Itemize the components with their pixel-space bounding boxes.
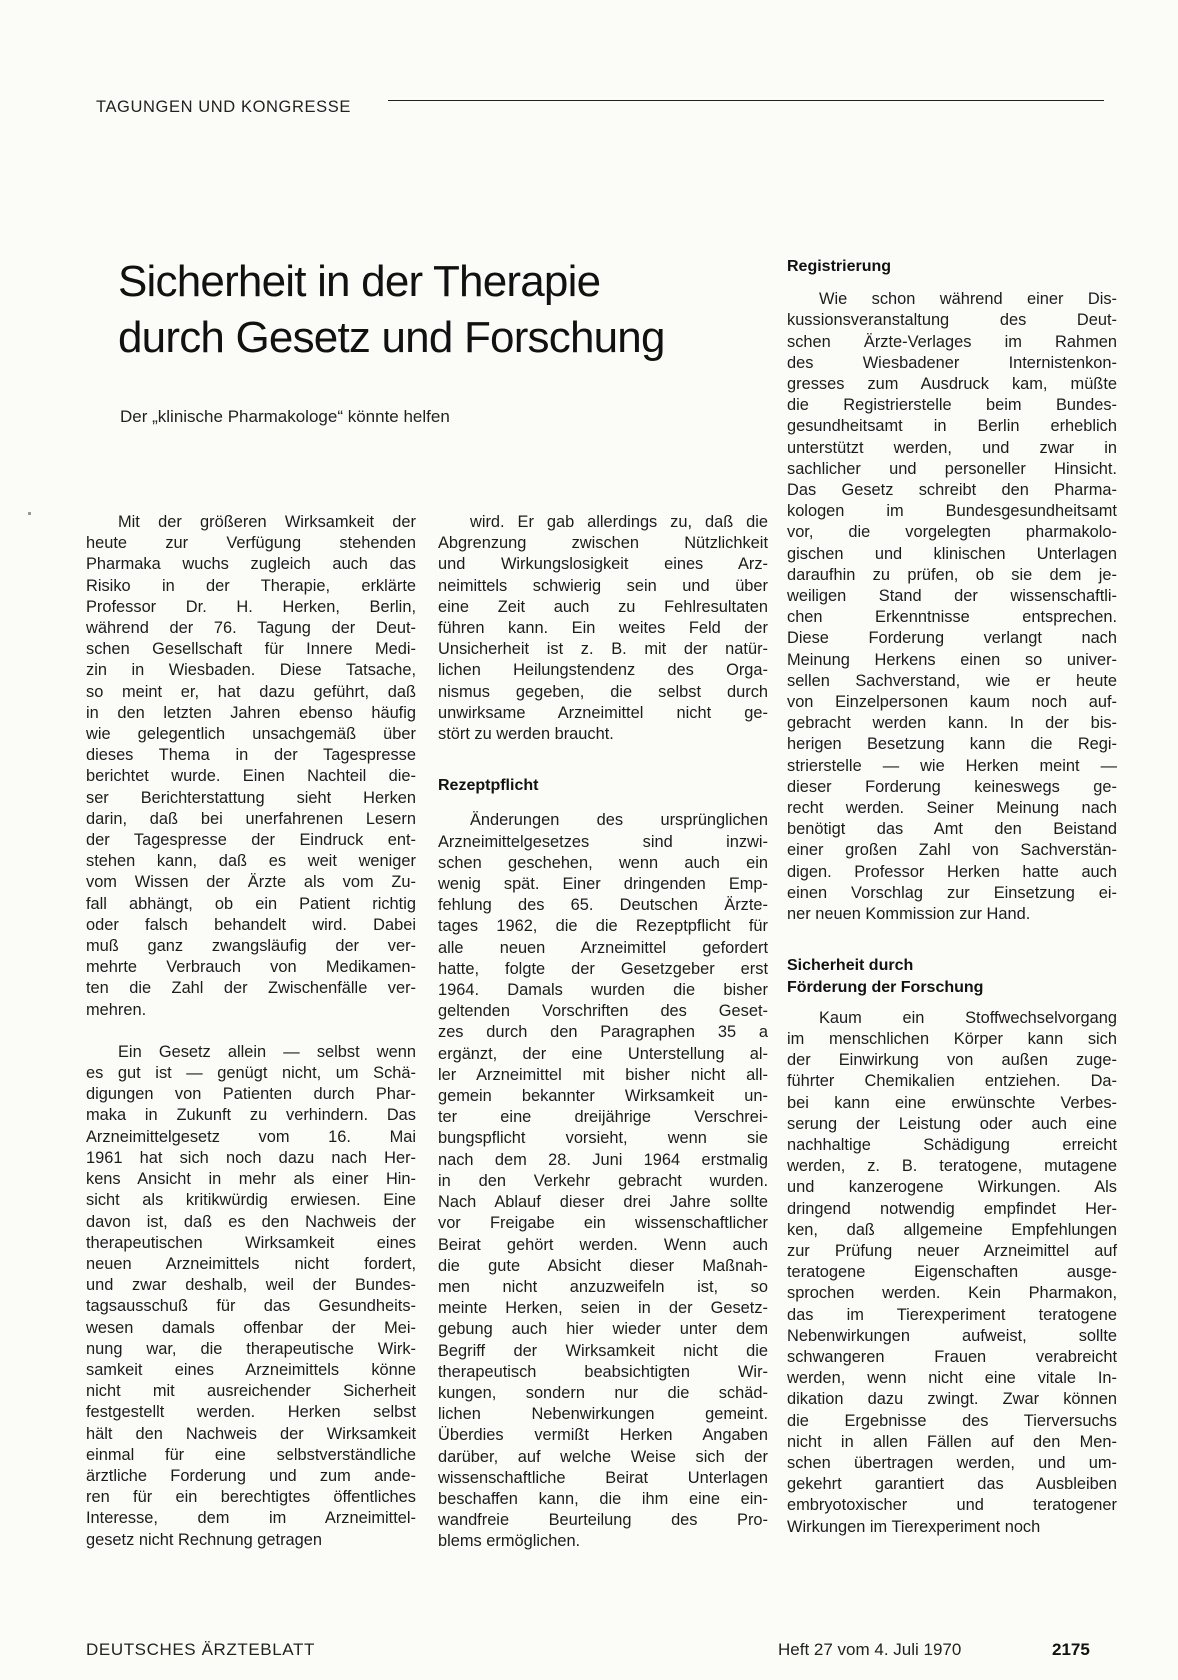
text-line: ärztliche Forderung und zum ande-: [86, 1466, 416, 1485]
text-line: Begriff der Wirksamkeit nicht die: [438, 1341, 768, 1360]
text-line: und zwar deshalb, weil der Bundes-: [86, 1276, 416, 1295]
issue-info: Heft 27 vom 4. Juli 1970: [778, 1640, 962, 1659]
text-line: und kanzerogene Wirkungen. Als: [787, 1178, 1117, 1197]
text-line: ler Arzneimittel mit bisher nicht all-: [438, 1065, 768, 1084]
text-line: schen übertragen werden, und um-: [787, 1453, 1117, 1472]
text-line: wesen damals offenbar der Mei-: [86, 1318, 416, 1337]
text-line: alle neuen Arzneimittel gefordert: [438, 938, 768, 957]
section-heading: [787, 955, 1117, 997]
text-line: während der 76. Tagung der Deut-: [86, 619, 416, 638]
text-line: serung der Leistung oder auch eine: [787, 1114, 1117, 1133]
text-line: der Einwirkung von außen zuge-: [787, 1051, 1117, 1070]
text-line: kungen, sondern nur die schäd-: [438, 1383, 768, 1402]
text-line: ser Berichterstattung sieht Herken: [86, 788, 416, 807]
text-line: unterstützt werden, und zwar in: [787, 438, 1117, 457]
text-line: nung war, die therapeutische Wirk-: [86, 1339, 416, 1358]
text-line: 1964. Damals wurden die bisher: [438, 981, 768, 1000]
text-line: einer großen Zahl von Sachverstän-: [787, 841, 1117, 860]
text-line: meinte Herken, seien in der Gesetz-: [438, 1299, 768, 1318]
text-line: einen Vorschlag zur Einsetzung ei-: [787, 883, 1117, 902]
text-line: ter eine dreijährige Verschrei-: [438, 1108, 768, 1127]
text-line: Kaum ein Stoffwechselvorgang: [819, 1008, 1117, 1027]
text-line: digungen von Patienten durch Phar-: [86, 1085, 416, 1104]
text-line: von Einzelpersonen kaum noch auf-: [787, 693, 1117, 712]
page-number: 2175: [1052, 1640, 1090, 1659]
text-line: tages 1962, die die Rezeptpflicht für: [438, 917, 768, 936]
text-line: mehren.: [86, 1000, 147, 1019]
text-line: ren für ein berechtigtes öffentliches: [86, 1488, 416, 1507]
text-line: Ein Gesetz allein — selbst wenn: [118, 1042, 416, 1061]
text-line: hatte, folgte der Gesetzgeber erst: [438, 959, 768, 978]
text-line: Arzneimittelgesetzes sind inzwi-: [438, 832, 768, 851]
text-line: wie gelegentlich unsachgemäß über: [86, 725, 416, 744]
text-line: schen Gesellschaft für Innere Medi-: [86, 640, 416, 659]
text-line: in den Verkehr gebracht wurden.: [438, 1171, 768, 1190]
text-line: nicht mit ausreichender Sicherheit: [86, 1382, 416, 1401]
text-line: sicht als kritikwürdig erwiesen. Eine: [86, 1191, 416, 1210]
text-line: Wirkungen im Tierexperiment noch: [787, 1517, 1041, 1536]
text-line: führter Chemikalien entziehen. Da-: [787, 1072, 1117, 1091]
text-line: bei kann eine erwünschte Verbes-: [787, 1093, 1117, 1112]
text-line: kens Ansicht in mehr als einer Hin-: [86, 1170, 416, 1189]
text-line: ken, daß allgemeine Empfehlungen: [787, 1220, 1117, 1239]
text-line: vor, die vorgelegten pharmakolo-: [787, 523, 1117, 542]
text-line: men nicht anzuzweifeln ist, so: [438, 1277, 768, 1296]
text-line: Beirat gehört werden. Wenn auch: [438, 1235, 768, 1254]
text-line: Pharmaka wuchs zugleich auch das: [86, 555, 416, 574]
text-line: die Ergebnisse des Tierversuchs: [787, 1411, 1117, 1430]
text-line: Wie schon während einer Dis-: [819, 290, 1117, 309]
text-line: schen Ärzte-Verlages im Rahmen: [787, 332, 1117, 351]
text-line: dieses Thema in der Tagespresse: [86, 746, 416, 765]
text-line: vom Wissen der Ärzte als vom Zu-: [86, 873, 416, 892]
section-header: TAGUNGEN UND KONGRESSE: [96, 98, 351, 116]
text-line: darüber, auf welche Weise sich der: [438, 1447, 768, 1466]
text-line: oder falsch behandelt wird. Dabei: [86, 915, 416, 934]
text-line: therapeutisch beabsichtigten Wir-: [438, 1362, 768, 1381]
text-line: wissenschaftliche Beirat Unterlagen: [438, 1468, 768, 1487]
text-line: chen Erkenntnisse entsprechen.: [787, 608, 1117, 627]
text-line: Arzneimittelgesetz vom 16. Mai: [86, 1127, 416, 1146]
text-line: dringend notwendig empfindet Her-: [787, 1199, 1117, 1218]
text-line: neuen Arzneimittels nicht fordert,: [86, 1254, 416, 1273]
text-line: Unsicherheit ist z. B. mit der natür-: [438, 640, 768, 659]
text-line: gesundheitsamt in Berlin erheblich: [787, 417, 1117, 436]
section-heading: Registrierung: [787, 258, 892, 275]
article-subtitle: Der „klinische Pharmakologe“ könnte helfen: [120, 407, 450, 426]
text-line: unwirksame Arzneimittel nicht ge-: [438, 703, 768, 722]
text-line: kologen im Bundesgesundheitsamt: [787, 502, 1117, 521]
text-line: heute zur Verfügung stehenden: [86, 534, 416, 553]
text-line: darin, daß bei unerfahrenen Lesern: [86, 809, 416, 828]
text-line: dikation dazu zwingt. Zwar können: [787, 1390, 1117, 1409]
text-line: zur Prüfung neuer Arzneimittel auf: [787, 1241, 1117, 1260]
text-line: ner neuen Kommission zur Hand.: [787, 905, 1031, 924]
text-line: eine Zeit auch zu Fehlresultaten: [438, 597, 768, 616]
text-line: therapeutischen Wirksamkeit eines: [86, 1233, 416, 1252]
paragraph: [86, 512, 416, 1021]
text-line: fall abhängt, ob ein Patient richtig: [86, 894, 416, 913]
heading-line: Sicherheit durch: [787, 957, 914, 975]
text-line: sachlicher und personeller Hinsicht.: [787, 459, 1117, 478]
text-line: fehlung des 65. Deutschen Ärzte-: [438, 896, 768, 915]
text-line: geltenden Vorschriften des Geset-: [438, 1002, 768, 1021]
column-3: [787, 256, 1117, 1538]
text-line: muß ganz zwangsläufig der ver-: [86, 937, 416, 956]
text-line: neimittels schwierig sein und über: [438, 576, 768, 595]
text-line: bungspflicht vorsieht, wenn sie: [438, 1129, 768, 1148]
text-line: Interesse, dem im Arzneimittel-: [86, 1509, 416, 1528]
text-line: Meinung Herkens einen so univer-: [787, 650, 1117, 669]
text-line: stehen kann, daß es weit weniger: [86, 852, 416, 871]
text-line: wandfreie Beurteilung des Pro-: [438, 1511, 768, 1530]
text-line: die gute Absicht dieser Maßnah-: [438, 1256, 768, 1275]
section-heading: Rezeptpflicht: [438, 777, 539, 795]
text-line: die Registrierstelle beim Bundes-: [787, 396, 1117, 415]
heading-line: Förderung der Forschung: [787, 978, 984, 996]
text-line: zes durch den Paragraphen 35 a: [438, 1023, 768, 1042]
text-line: so meint er, hat dazu geführt, daß: [86, 682, 416, 701]
scan-speck: [28, 512, 31, 515]
text-line: nicht in allen Fällen auf den Men-: [787, 1432, 1117, 1451]
text-line: im menschlichen Körper kann sich: [787, 1029, 1117, 1048]
text-line: Das Gesetz schreibt den Pharma-: [787, 481, 1117, 500]
text-line: Mit der größeren Wirksamkeit der: [118, 513, 416, 531]
text-line: gemein bekannter Wirksamkeit un-: [438, 1087, 768, 1106]
text-line: berichtet wurde. Einen Nachteil die-: [86, 767, 416, 786]
text-line: Risiko in der Therapie, erklärte: [86, 576, 416, 595]
journal-name: DEUTSCHES ÄRZTEBLATT: [86, 1640, 315, 1659]
title-line: durch Gesetz und Forschung: [118, 313, 665, 362]
text-line: das im Tierexperiment teratogene: [787, 1305, 1117, 1324]
text-line: dieser Forderung keineswegs ge-: [787, 777, 1117, 796]
text-line: herigen Besetzung kann die Regi-: [787, 735, 1117, 754]
paragraph: [438, 512, 768, 745]
text-line: digen. Professor Herken hatte auch: [787, 862, 1117, 881]
text-line: nach dem 28. Juni 1964 erstmalig: [438, 1150, 768, 1169]
text-line: und Wirkungslosigkeit eines Arz-: [438, 555, 768, 574]
text-line: zin in Wiesbaden. Diese Tatsache,: [86, 661, 416, 680]
text-line: gischen und klinischen Unterlagen: [787, 544, 1117, 563]
text-line: strierstelle — wie Herken meint —: [787, 756, 1117, 775]
column-1: [86, 512, 416, 1551]
paragraph: [438, 810, 768, 1552]
text-line: daraufhin zu prüfen, ob sie dem je-: [787, 565, 1117, 584]
text-line: ten die Zahl der Zwischenfälle ver-: [86, 979, 416, 998]
text-line: stört zu werden braucht.: [438, 725, 614, 744]
text-line: festgestellt werden. Herken selbst: [86, 1403, 416, 1422]
text-line: 1961 hat sich noch dazu nach Her-: [86, 1148, 416, 1167]
column-2: [438, 512, 768, 1553]
text-line: nachhaltige Schädigung erreicht: [787, 1135, 1117, 1154]
text-line: embryotoxischer und teratogener: [787, 1496, 1117, 1515]
text-line: in den letzten Jahren ebenso häufig: [86, 703, 416, 722]
text-line: Änderungen des ursprünglichen: [470, 811, 768, 830]
text-line: werden, z. B. teratogene, mutagene: [787, 1157, 1117, 1176]
text-line: weiligen Stand der wissenschaftli-: [787, 587, 1117, 606]
text-line: Nebenwirkungen aufweist, sollte: [787, 1326, 1117, 1345]
text-line: tagsausschuß für das Gesundheits-: [86, 1297, 416, 1316]
text-line: teratogene Eigenschaften ausge-: [787, 1263, 1117, 1282]
text-line: maka in Zukunft zu verhindern. Das: [86, 1106, 416, 1125]
text-line: beschaffen kann, die ihm eine ein-: [438, 1489, 768, 1508]
paragraph: [787, 1008, 1117, 1538]
title-line: Sicherheit in der Therapie: [118, 257, 601, 306]
text-line: gekehrt garantiert das Ausbleiben: [787, 1475, 1117, 1494]
text-line: Professor Dr. H. Herken, Berlin,: [86, 597, 416, 616]
text-line: nismus gegeben, die selbst durch: [438, 682, 768, 701]
text-line: lichen Heilungstendenz des Orga-: [438, 661, 768, 680]
text-line: benötigt das Amt den Beistand: [787, 820, 1117, 839]
text-line: Diese Forderung verlangt nach: [787, 629, 1117, 648]
text-line: recht werden. Seiner Meinung nach: [787, 799, 1117, 818]
text-line: gebracht werden kann. In der bis-: [787, 714, 1117, 733]
text-line: gresses zum Ausdruck kam, müßte: [787, 375, 1117, 394]
text-line: sprochen werden. Kein Pharmakon,: [787, 1284, 1117, 1303]
text-line: Abgrenzung zwischen Nützlichkeit: [438, 534, 768, 553]
text-line: schwangeren Frauen verabreicht: [787, 1347, 1117, 1366]
text-line: samkeit eines Arzneimittels könne: [86, 1360, 416, 1379]
text-line: der Tagespresse der Eindruck ent-: [86, 831, 416, 850]
text-line: blems ermöglichen.: [438, 1532, 581, 1551]
text-line: es gut ist — genügt nicht, um Schä-: [86, 1064, 416, 1083]
text-line: davon ist, daß es den Nachweis der: [86, 1212, 416, 1231]
text-line: wenig spät. Einer dringenden Emp-: [438, 875, 768, 894]
text-line: vor Freigabe ein wissenschaftlicher: [438, 1214, 768, 1233]
text-line: Nach Ablauf dieser drei Jahre sollte: [438, 1193, 768, 1212]
text-line: wird. Er gab allerdings zu, daß die: [470, 513, 768, 531]
text-line: sellen Sachverstand, wie er heute: [787, 671, 1117, 690]
text-line: werden, wenn nicht eine vitale In-: [787, 1369, 1117, 1388]
text-line: gebung auch hier wieder unter dem: [438, 1320, 768, 1339]
text-line: lichen Nebenwirkungen gemeint.: [438, 1405, 768, 1424]
text-line: führen kann. Ein weites Feld der: [438, 619, 768, 638]
paragraph: [86, 1042, 416, 1551]
text-line: einmal für eine selbstverständliche: [86, 1445, 416, 1464]
text-line: schen geschehen, wenn auch ein: [438, 853, 768, 872]
paragraph: [787, 289, 1117, 925]
header-rule: [388, 100, 1104, 101]
text-line: hält den Nachweis der Wirksamkeit: [86, 1424, 416, 1443]
text-line: gesetz nicht Rechnung getragen: [86, 1530, 323, 1549]
text-line: ergänzt, der eine Unterstellung al-: [438, 1044, 768, 1063]
text-line: des Wiesbadener Internistenkon-: [787, 353, 1117, 372]
text-line: mehrte Verbrauch von Medikamen-: [86, 958, 416, 977]
text-line: Überdies vermißt Herken Angaben: [438, 1426, 768, 1445]
article-title: [118, 254, 665, 366]
text-line: kussionsveranstaltung des Deut-: [787, 311, 1117, 330]
